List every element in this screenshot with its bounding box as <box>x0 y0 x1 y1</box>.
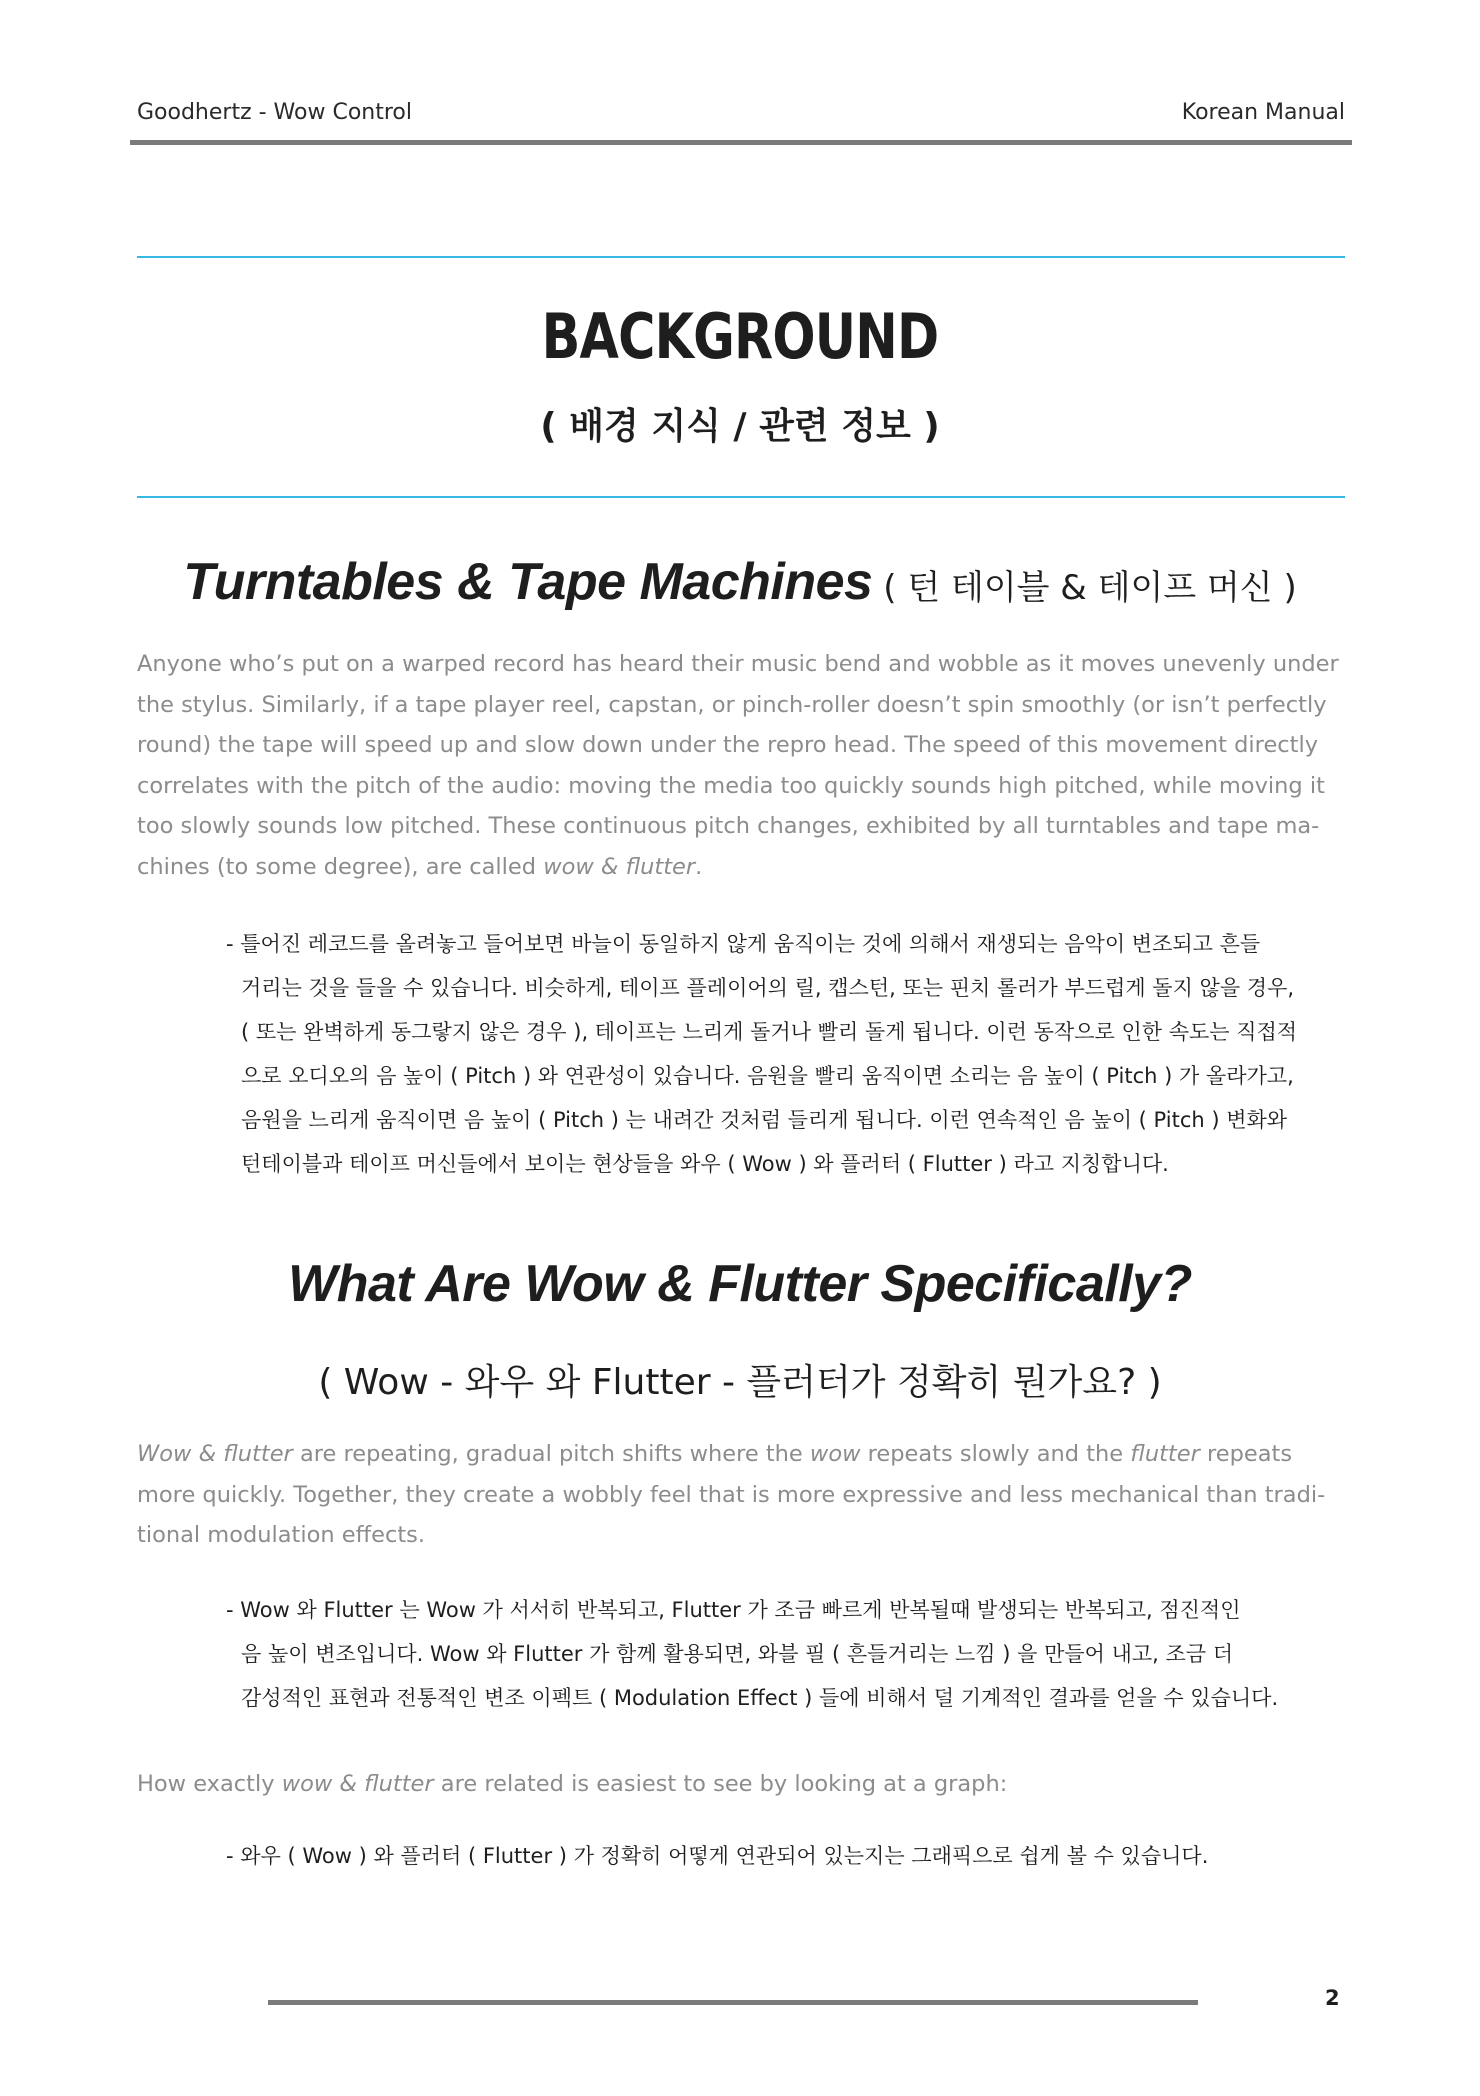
header-product-name: Goodhertz - Wow Control <box>137 100 412 125</box>
english-paragraph-graph-intro <box>137 1764 1345 1805</box>
section-heading-wow-flutter <box>0 1254 1480 1314</box>
korean-paragraph-wow-flutter <box>226 1588 1346 1720</box>
emphasis-term: Wow & flutter <box>137 1441 293 1467</box>
text-run: repeats slowly and the <box>860 1441 1131 1467</box>
korean-paragraph-graph-intro <box>226 1834 1346 1878</box>
text-run: are repeating, gradual pitch shifts where the <box>292 1441 810 1467</box>
footer-rule <box>268 2000 1198 2005</box>
page-title: BACKGROUND <box>541 300 939 373</box>
text-run: How exactly <box>137 1771 282 1797</box>
emphasis-term: wow & flutter <box>543 853 696 880</box>
emphasis-term: flutter <box>1130 1441 1200 1467</box>
section-heading-ko: ( 턴 테이블 & 테이프 머신 ) <box>872 568 1297 608</box>
paragraph-line: ( 또는 완벽하게 동그랗지 않은 경우 ), 테이프는 느리게 돌거나 빨리 돌게 됩니다. 이런 동작으로 인한 속도는 직접적 <box>241 1020 1298 1044</box>
paragraph-line: - 와우 ( Wow ) 와 플러터 ( Flutter ) 가 정확히 어떻게 연관되어 있는지는 그래픽으로 쉽게 볼 수 있습니다. <box>226 1844 1209 1868</box>
section-heading-turntables <box>0 552 1480 612</box>
header-rule <box>130 140 1352 145</box>
section-heading-en: Turntables & Tape Machines <box>183 553 873 611</box>
paragraph-line: too slowly sounds low pitched. These continuous pitch changes, exhibited by all turntables and tape ma- <box>137 813 1320 839</box>
paragraph-line <box>137 1764 1345 1805</box>
emphasis-term: wow & flutter <box>281 1771 434 1797</box>
paragraph-line: round) the tape will speed up and slow down under the repro head. The speed of this movement directly <box>137 732 1319 758</box>
text-run: are related is easiest to see by looking at a graph: <box>433 1771 1008 1797</box>
paragraph-line: - 틀어진 레코드를 올려놓고 들어보면 바늘이 동일하지 않게 움직이는 것에 의해서 재생되는 음악이 변조되고 흔들 <box>226 932 1261 956</box>
text-run: chines (to some degree), are called <box>137 853 544 880</box>
paragraph-line: 음원을 느리게 움직이면 음 높이 ( Pitch ) 는 내려간 것처럼 들리게 됩니다. 이런 연속적인 음 높이 ( Pitch ) 변화와 <box>241 1108 1288 1132</box>
paragraph-line: 으로 오디오의 음 높이 ( Pitch ) 와 연관성이 있습니다. 음원을 빨리 움직이면 소리는 음 높이 ( Pitch ) 가 올라가고, <box>241 1064 1294 1088</box>
paragraph-line: Anyone who’s put on a warped record has heard their music bend and wobble as it moves unevenly under <box>137 651 1339 677</box>
title-bottom-rule <box>137 496 1345 498</box>
paragraph-line: 턴테이블과 테이프 머신들에서 보이는 현상들을 와우 ( Wow ) 와 플러터 ( Flutter ) 라고 지칭합니다. <box>241 1152 1169 1176</box>
paragraph-line <box>137 847 1345 888</box>
paragraph-line: more quickly. Together, they create a wobbly feel that is more expressive and less mechanical than tradi- <box>137 1481 1326 1508</box>
paragraph-line: tional modulation effects. <box>137 1522 426 1548</box>
page-number: 2 <box>1325 1986 1340 2010</box>
paragraph-line <box>137 1434 1345 1475</box>
paragraph-line: 감성적인 표현과 전통적인 변조 이펙트 ( Modulation Effect ) 들에 비해서 덜 기계적인 결과를 얻을 수 있습니다. <box>241 1686 1279 1710</box>
page-subtitle: ( 배경 지식 / 관련 정보 ) <box>540 406 940 447</box>
page-header <box>137 100 1345 144</box>
paragraph-line: the stylus. Similarly, if a tape player reel, capstan, or pinch-roller doesn’t spin smoothly (or isn’t perfectly <box>137 691 1327 718</box>
paragraph-line: 음 높이 변조입니다. Wow 와 Flutter 가 함께 활용되면, 와블 필 ( 흔들거리는 느낌 ) 을 만들어 내고, 조금 더 <box>241 1642 1234 1666</box>
paragraph-line: correlates with the pitch of the audio: moving the media too quickly sounds high pitched, while moving it <box>137 772 1325 799</box>
header-manual-label: Korean Manual <box>1181 100 1345 125</box>
english-paragraph-wow-flutter <box>137 1434 1345 1556</box>
section-subheading-ko: ( Wow - 와우 와 Flutter - 플러터가 정확히 뭔가요? ) <box>318 1362 1162 1403</box>
emphasis-term: wow <box>809 1441 861 1467</box>
section-heading-en: What Are Wow & Flutter Specifically? <box>288 1255 1192 1313</box>
english-paragraph-turntables <box>137 644 1345 887</box>
title-top-rule <box>137 256 1345 258</box>
text-run: . <box>695 853 703 880</box>
text-run: repeats <box>1199 1441 1293 1467</box>
paragraph-line: 거리는 것을 들을 수 있습니다. 비슷하게, 테이프 플레이어의 릴, 캡스턴, 또는 핀치 롤러가 부드럽게 돌지 않을 경우, <box>241 976 1295 1000</box>
paragraph-line: - Wow 와 Flutter 는 Wow 가 서서히 반복되고, Flutter 가 조금 빠르게 반복될때 발생되는 반복되고, 점진적인 <box>226 1598 1241 1622</box>
korean-paragraph-turntables <box>226 922 1346 1186</box>
